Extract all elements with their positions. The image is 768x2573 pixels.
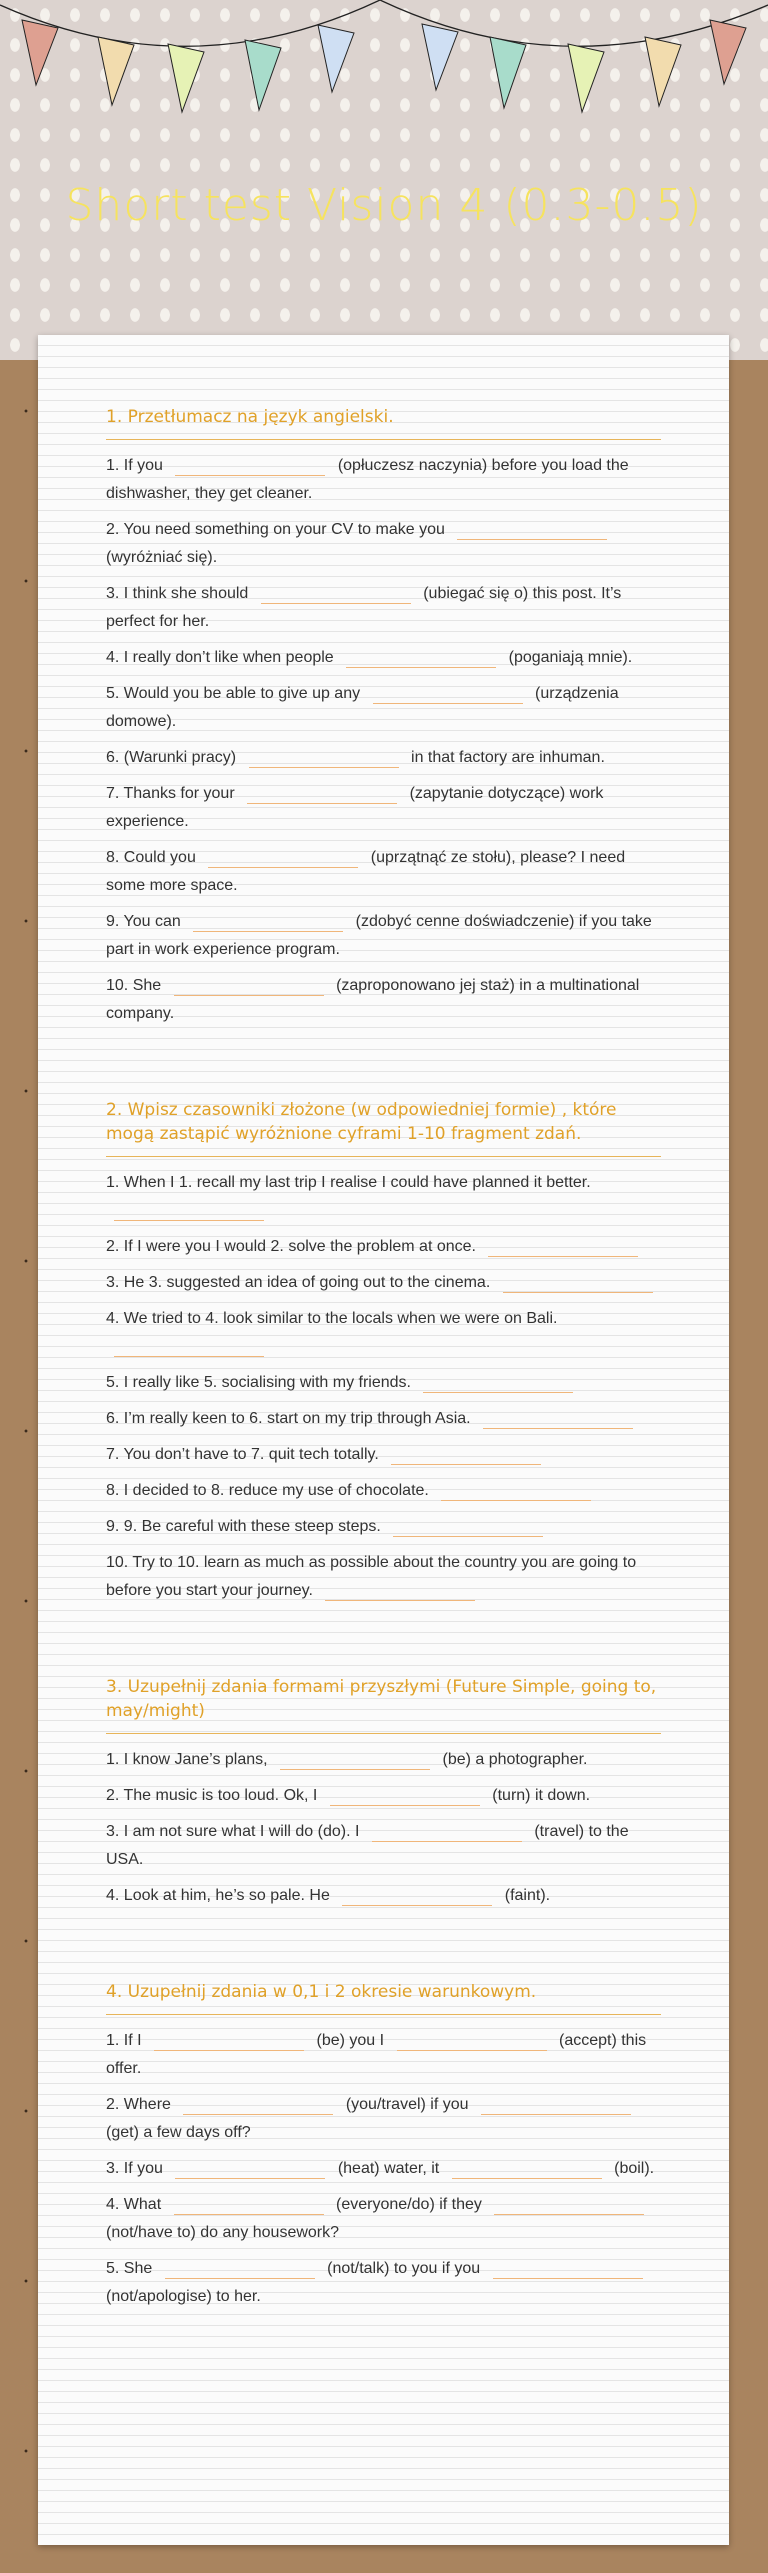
- exercise-item: [106, 580, 661, 636]
- exercise-item: [106, 1746, 661, 1774]
- bunting-decoration: [0, 0, 768, 130]
- item-text: (heat) water, it: [337, 2160, 440, 2177]
- answer-blank[interactable]: [373, 686, 523, 704]
- exercise-item: [106, 452, 661, 508]
- exercise-item: [106, 516, 661, 572]
- item-text: (get) a few days off?: [106, 2124, 251, 2141]
- item-text: 9. 9. Be careful with these steep steps.: [106, 1518, 381, 1535]
- item-text: (everyone/do) if they: [336, 2196, 482, 2213]
- item-text: 3. He 3. suggested an idea of going out to the cinema.: [106, 1274, 491, 1291]
- exercise-item: [106, 1882, 661, 1910]
- item-text: 2. The music is too loud. Ok, I: [106, 1787, 318, 1804]
- item-text: 3. I am not sure what I will do (do). I: [106, 1823, 360, 1840]
- item-text: (be) a photographer.: [442, 1751, 588, 1768]
- item-text: 5. She: [106, 2260, 153, 2277]
- item-text: (boil).: [614, 2160, 655, 2177]
- page-title: Short test Vision 4 (0.3-0.5): [65, 180, 703, 231]
- answer-blank[interactable]: [423, 1375, 573, 1393]
- item-text: (urządzenia domowe).: [106, 685, 619, 730]
- answer-blank[interactable]: [175, 458, 325, 476]
- answer-blank[interactable]: [481, 2097, 631, 2115]
- exercise-item: [106, 1169, 661, 1225]
- answer-blank[interactable]: [165, 2261, 315, 2279]
- item-text: 10. She: [106, 977, 162, 994]
- item-text: (not/have to) do any housework?: [106, 2224, 340, 2241]
- answer-blank[interactable]: [154, 2033, 304, 2051]
- answer-blank[interactable]: [393, 1519, 543, 1537]
- item-text: 1. If you: [106, 457, 163, 474]
- exercise-item: [106, 1233, 661, 1261]
- item-text: (not/talk) to you if you: [327, 2260, 481, 2277]
- exercise-section-4: [106, 1980, 661, 2311]
- item-text: (turn) it down.: [492, 1787, 591, 1804]
- item-text: 6. (Warunki pracy): [106, 749, 237, 766]
- section-heading: 1. Przetłumacz na język angielski.: [106, 405, 661, 440]
- item-text: 7. Thanks for your: [106, 785, 235, 802]
- answer-blank[interactable]: [174, 978, 324, 996]
- answer-blank[interactable]: [503, 1275, 653, 1293]
- item-text: 7. You don’t have to 7. quit tech totally.: [106, 1446, 379, 1463]
- exercise-item: [106, 1269, 661, 1297]
- item-text: (you/travel) if you: [345, 2096, 469, 2113]
- exercise-section-2: [106, 1098, 661, 1605]
- exercise-item: [106, 908, 661, 964]
- answer-blank[interactable]: [488, 1239, 638, 1257]
- answer-blank[interactable]: [114, 1203, 264, 1221]
- answer-blank[interactable]: [247, 786, 397, 804]
- answer-blank[interactable]: [493, 2261, 643, 2279]
- exercise-item: [106, 1549, 661, 1605]
- item-text: (not/apologise) to her.: [106, 2288, 261, 2305]
- item-text: 1. When I 1. recall my last trip I realise I could have planned it better.: [106, 1174, 591, 1191]
- exercise-item: [106, 2191, 661, 2247]
- answer-blank[interactable]: [208, 850, 358, 868]
- section-heading: 3. Uzupełnij zdania formami przyszłymi (Future Simple, going to, may/might): [106, 1675, 661, 1734]
- exercise-item: [106, 972, 661, 1028]
- item-text: 1. I know Jane’s plans,: [106, 1751, 268, 1768]
- item-text: (zdobyć cenne doświadczenie) if you take part in work experience program.: [106, 913, 652, 958]
- section-heading: 4. Uzupełnij zdania w 0,1 i 2 okresie warunkowym.: [106, 1980, 661, 2015]
- item-text: 1. If I: [106, 2032, 142, 2049]
- item-text: in that factory are inhuman.: [411, 749, 605, 766]
- answer-blank[interactable]: [261, 586, 411, 604]
- answer-blank[interactable]: [346, 650, 496, 668]
- answer-blank[interactable]: [494, 2197, 644, 2215]
- item-text: (opłuczesz naczynia) before you load the dishwasher, they get cleaner.: [106, 457, 629, 502]
- answer-blank[interactable]: [330, 1788, 480, 1806]
- answer-blank[interactable]: [441, 1483, 591, 1501]
- item-text: (wyróżniać się).: [106, 549, 218, 566]
- answer-blank[interactable]: [342, 1888, 492, 1906]
- item-text: 5. Would you be able to give up any: [106, 685, 361, 702]
- item-text: (zaproponowano jej staż) in a multinational company.: [106, 977, 640, 1022]
- answer-blank[interactable]: [183, 2097, 333, 2115]
- answer-blank[interactable]: [452, 2161, 602, 2179]
- answer-blank[interactable]: [280, 1752, 430, 1770]
- exercise-item: [106, 1477, 661, 1505]
- exercise-item: [106, 744, 661, 772]
- answer-blank[interactable]: [193, 914, 343, 932]
- item-text: (be) you I: [316, 2032, 385, 2049]
- answer-blank[interactable]: [249, 750, 399, 768]
- item-text: 4. We tried to 4. look similar to the locals when we were on Bali.: [106, 1310, 558, 1327]
- answer-blank[interactable]: [391, 1447, 541, 1465]
- item-text: 8. Could you: [106, 849, 196, 866]
- answer-blank[interactable]: [114, 1339, 264, 1357]
- exercise-item: [106, 644, 661, 672]
- item-text: 5. I really like 5. socialising with my friends.: [106, 1374, 411, 1391]
- exercise-item: [106, 844, 661, 900]
- item-text: (faint).: [504, 1887, 551, 1904]
- item-text: 2. You need something on your CV to make you: [106, 521, 445, 538]
- exercise-item: [106, 2091, 661, 2147]
- item-text: 9. You can: [106, 913, 181, 930]
- item-text: 4. I really don’t like when people: [106, 649, 334, 666]
- item-text: 6. I’m really keen to 6. start on my trip through Asia.: [106, 1410, 471, 1427]
- exercise-item: [106, 2155, 661, 2183]
- exercise-item: [106, 1818, 661, 1874]
- exercise-item: [106, 1441, 661, 1469]
- item-text: (uprzątnąć ze stołu), please? I need some more space.: [106, 849, 626, 894]
- item-text: (zapytanie dotyczące) work experience.: [106, 785, 604, 830]
- answer-blank[interactable]: [483, 1411, 633, 1429]
- item-text: 2. If I were you I would 2. solve the problem at once.: [106, 1238, 476, 1255]
- exercise-section-1: [106, 405, 661, 1028]
- exercise-item: [106, 2027, 661, 2083]
- answer-blank[interactable]: [372, 1824, 522, 1842]
- item-text: (travel) to the USA.: [106, 1823, 629, 1868]
- exercise-section-3: [106, 1675, 661, 1910]
- exercise-item: [106, 1405, 661, 1433]
- item-text: 3. If you: [106, 2160, 163, 2177]
- item-text: 8. I decided to 8. reduce my use of chocolate.: [106, 1482, 429, 1499]
- item-text: (ubiegać się o) this post. It’s perfect for her.: [106, 585, 622, 630]
- exercise-item: [106, 1782, 661, 1810]
- answer-blank[interactable]: [175, 2161, 325, 2179]
- exercise-item: [106, 2255, 661, 2311]
- worksheet-paper: [38, 335, 729, 2545]
- exercise-item: [106, 780, 661, 836]
- section-heading: 2. Wpisz czasowniki złożone (w odpowiedniej formie) , które mogą zastąpić wyróżnione cyframi 1-10 fragment zdań.: [106, 1098, 661, 1157]
- item-text: 10. Try to 10. learn as much as possible about the country you are going to before you start your journey.: [106, 1554, 637, 1599]
- item-text: (poganiają mnie).: [508, 649, 633, 666]
- exercise-item: [106, 1369, 661, 1397]
- answer-blank[interactable]: [397, 2033, 547, 2051]
- item-text: 4. What: [106, 2196, 162, 2213]
- item-text: 3. I think she should: [106, 585, 249, 602]
- exercise-item: [106, 680, 661, 736]
- answer-blank[interactable]: [325, 1583, 475, 1601]
- item-text: (accept) this offer.: [106, 2032, 647, 2077]
- exercise-item: [106, 1513, 661, 1541]
- item-text: 2. Where: [106, 2096, 171, 2113]
- answer-blank[interactable]: [457, 522, 607, 540]
- answer-blank[interactable]: [174, 2197, 324, 2215]
- exercise-item: [106, 1305, 661, 1361]
- item-text: 4. Look at him, he’s so pale. He: [106, 1887, 330, 1904]
